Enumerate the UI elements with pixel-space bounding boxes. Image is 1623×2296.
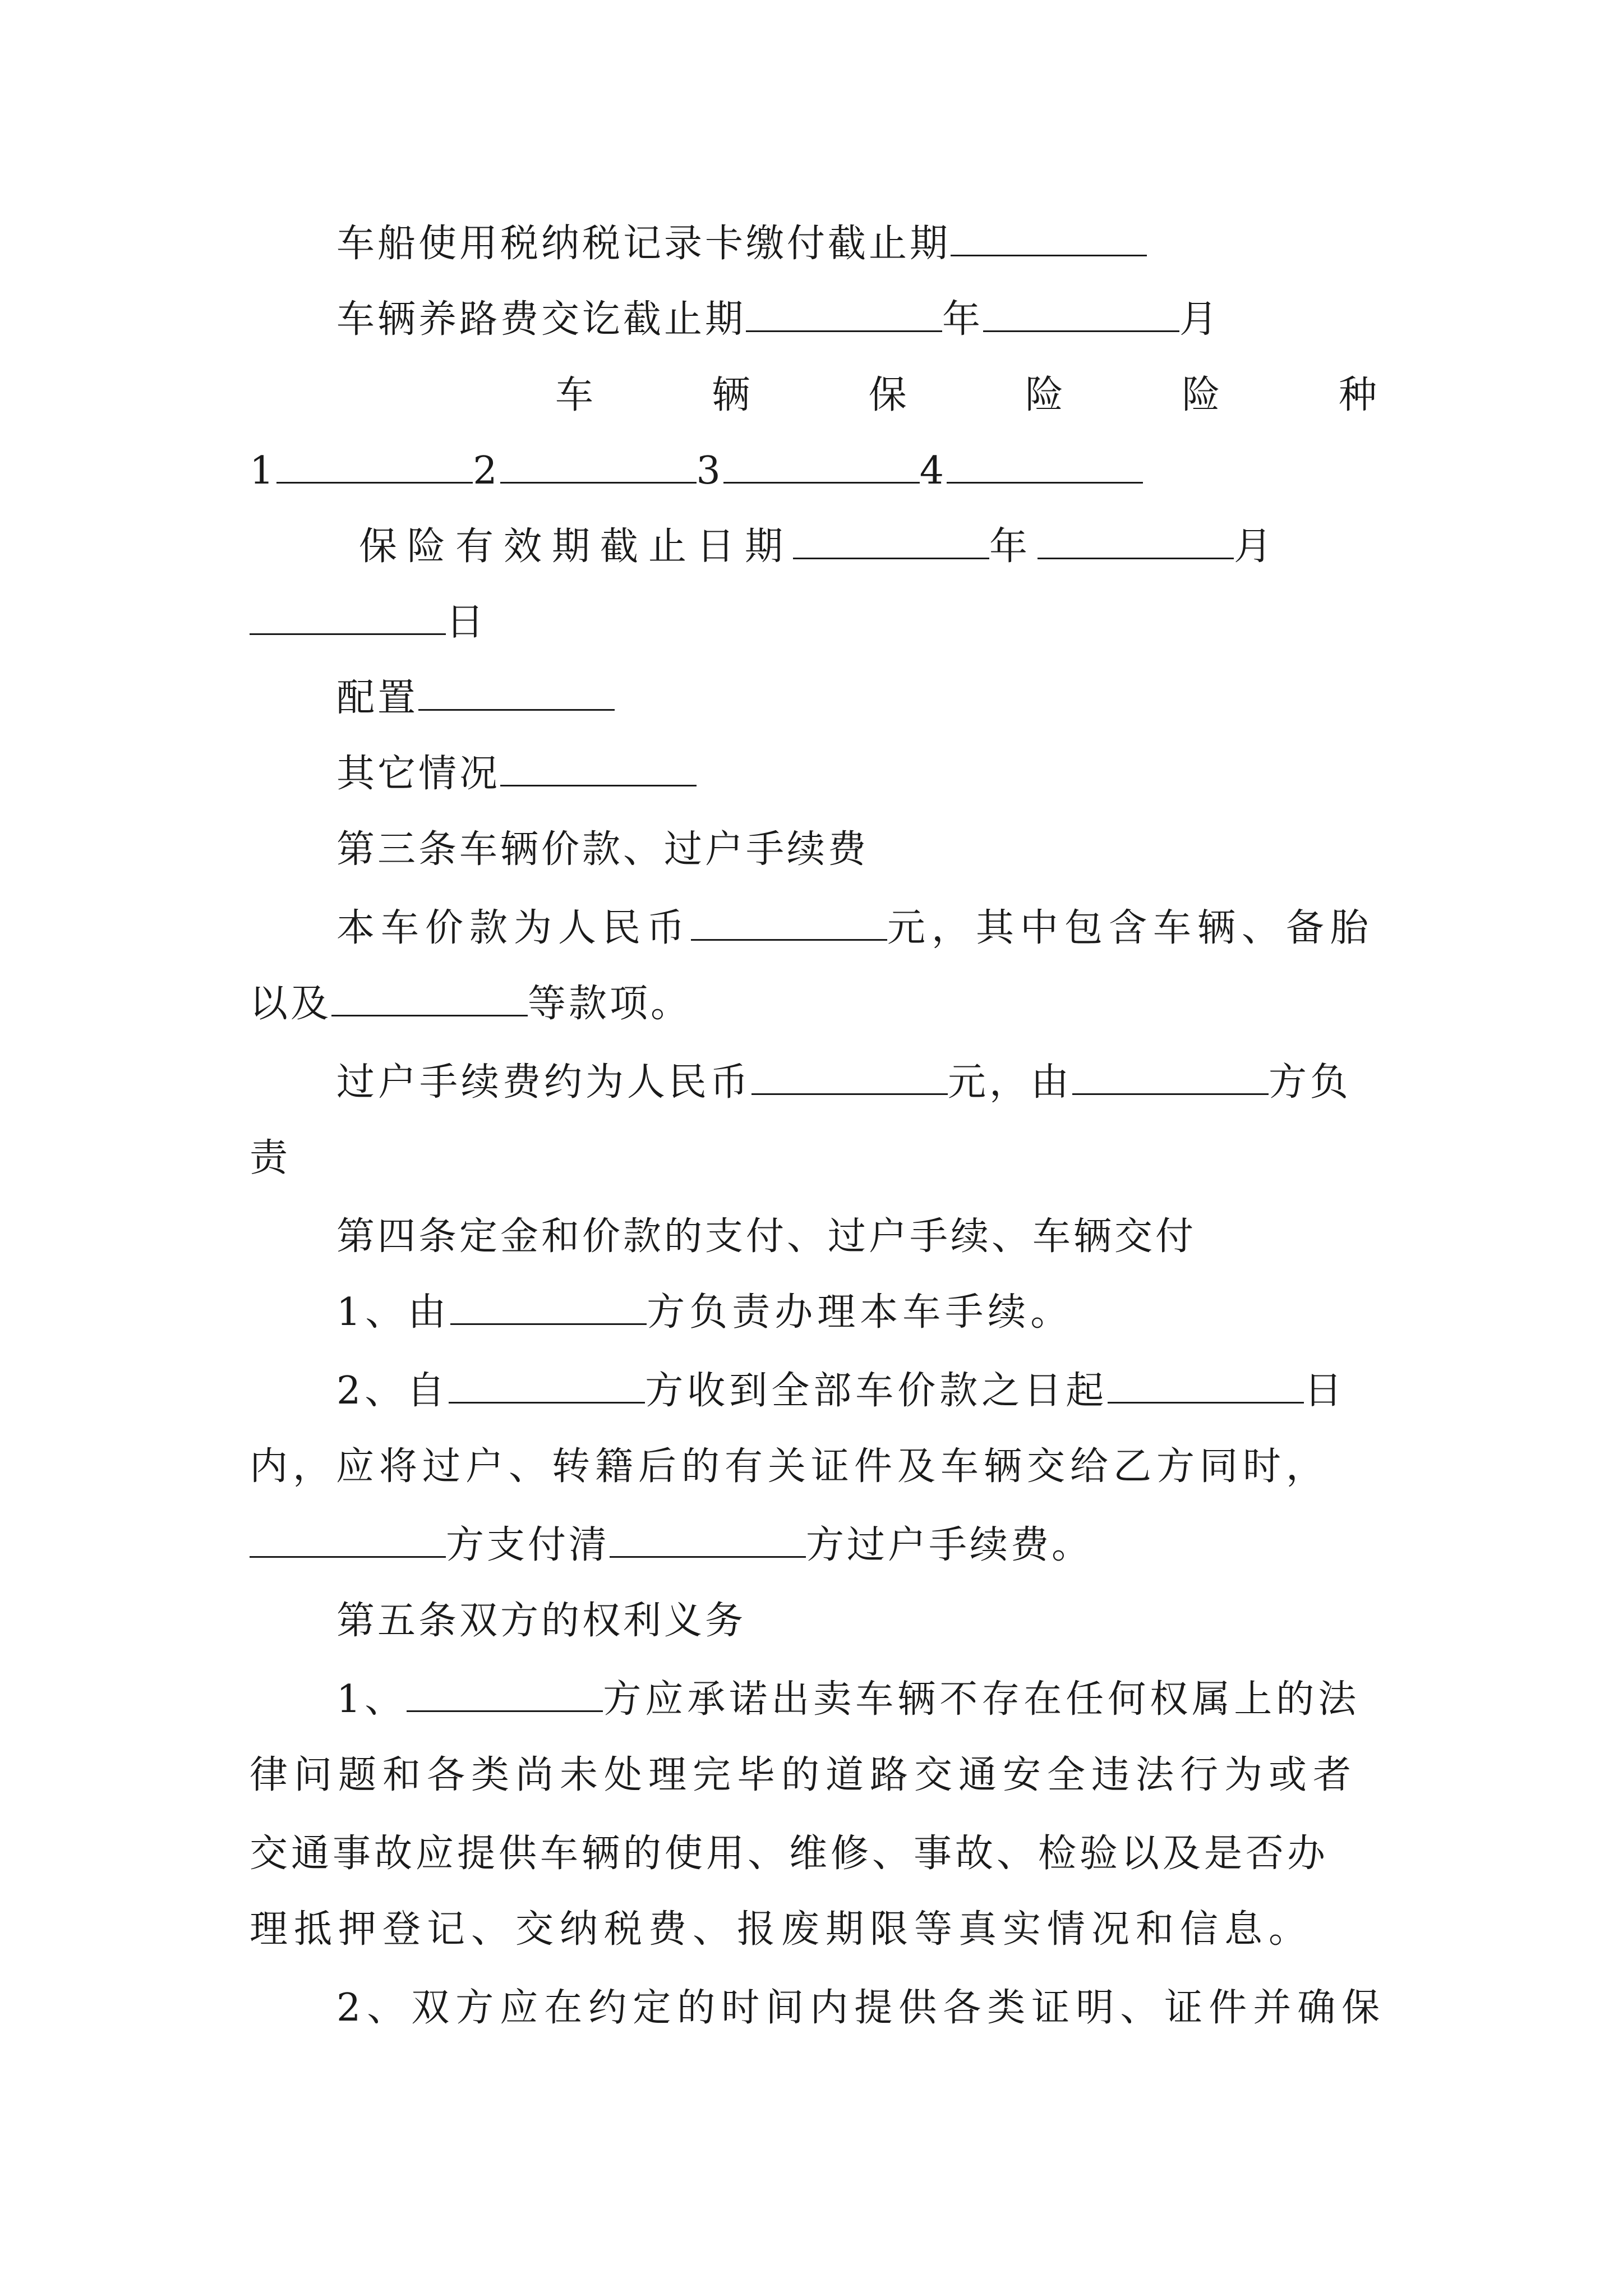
text: 车船使用税纳税记录卡缴付截止期 — [336, 222, 951, 266]
text: 日 — [1304, 1369, 1347, 1413]
line-tax-deadline — [336, 216, 1147, 272]
blank-field[interactable] — [331, 982, 528, 1016]
text: 种 — [1338, 373, 1380, 417]
blank-field[interactable] — [793, 525, 989, 559]
line-road-fee — [336, 292, 1220, 348]
line-configuration — [336, 670, 615, 726]
text: 配置 — [336, 676, 419, 720]
line-transfer-fee — [336, 1055, 1352, 1111]
blank-field[interactable] — [450, 1291, 647, 1325]
text: 理抵押登记、交纳税费、报废期限等真实情况和信息。 — [250, 1907, 1313, 1952]
text: 等款项。 — [528, 982, 692, 1026]
text: 1 — [250, 449, 277, 493]
text: 元，由 — [948, 1060, 1073, 1105]
blank-field[interactable] — [1038, 525, 1234, 559]
line-item-5-1-cont — [250, 1747, 1357, 1803]
blank-field[interactable] — [500, 449, 697, 484]
blank-field[interactable] — [751, 1061, 948, 1095]
text: 第三条车辆价款、过户手续费 — [336, 827, 869, 872]
blank-field[interactable] — [407, 1678, 603, 1712]
blank-field[interactable] — [947, 449, 1143, 484]
text: 其它情况 — [336, 752, 501, 796]
text: 险 — [1182, 373, 1223, 417]
blank-field[interactable] — [1108, 1369, 1304, 1404]
text: 年 — [942, 297, 984, 342]
text: 内，应将过户、转籍后的有关证件及车辆交给乙方同时， — [250, 1444, 1330, 1489]
text: 保 — [868, 373, 910, 417]
line-insurance-day — [250, 595, 487, 651]
blank-field[interactable] — [276, 449, 473, 484]
blank-field[interactable] — [449, 1369, 645, 1404]
text: 交通事故应提供车辆的使用、维修、事故、检验以及是否办 — [250, 1832, 1329, 1876]
text: 年 — [989, 524, 1038, 569]
blank-field[interactable] — [500, 752, 697, 786]
text: 2 — [473, 449, 500, 493]
line-item-4-2-cont2 — [250, 1517, 1092, 1573]
line-insurance-expiry — [359, 519, 1282, 575]
blank-field[interactable] — [951, 222, 1147, 256]
text: 方负 — [1269, 1060, 1352, 1105]
line-item-5-1 — [336, 1672, 1360, 1728]
text: 方过户手续费。 — [806, 1523, 1093, 1567]
text: 第五条双方的权利义务 — [336, 1599, 746, 1643]
line-item-4-2 — [336, 1363, 1346, 1419]
text: 4 — [919, 449, 947, 493]
text: 以及 — [250, 982, 332, 1026]
text: 2、自 — [336, 1369, 449, 1413]
line-item-5-1-cont2 — [250, 1826, 1329, 1882]
text: 第四条定金和价款的支付、过户手续、车辆交付 — [336, 1214, 1197, 1259]
text: 方应承诺出卖车辆不存在任何权属上的法 — [603, 1677, 1361, 1722]
text: 方负责办理本车手续。 — [647, 1290, 1073, 1335]
text: 日 — [446, 600, 487, 645]
line-item-4-1 — [336, 1285, 1073, 1341]
text: 月 — [1234, 524, 1283, 569]
line-insurance-type — [555, 367, 1380, 424]
heading-article-5 — [336, 1593, 746, 1649]
text: 方收到全部车价款之日起 — [645, 1369, 1108, 1413]
blank-field[interactable] — [746, 298, 942, 332]
text: 本车价款为人民币 — [336, 906, 691, 950]
line-other — [336, 746, 697, 802]
blank-field[interactable] — [691, 907, 887, 941]
line-item-5-2 — [336, 1980, 1386, 2036]
blank-field[interactable] — [1072, 1061, 1269, 1095]
line-price-items — [250, 976, 691, 1032]
text: 2、双方应在约定的时间内提供各类证明、证件并确保 — [336, 1986, 1386, 2030]
blank-field[interactable] — [418, 677, 615, 711]
text: 元，其中包含车辆、备胎 — [887, 906, 1375, 950]
blank-field[interactable] — [723, 449, 920, 484]
blank-field[interactable] — [983, 298, 1179, 332]
blank-field[interactable] — [250, 601, 446, 635]
line-insurance-numbers — [250, 443, 1143, 499]
text: 险 — [1025, 373, 1067, 417]
line-item-4-2-cont — [250, 1439, 1329, 1495]
blank-field[interactable] — [610, 1524, 806, 1558]
heading-article-3 — [336, 822, 869, 878]
text: 责 — [250, 1136, 291, 1180]
text: 过户手续费约为人民币 — [336, 1060, 752, 1105]
text: 车 — [555, 373, 597, 417]
text: 律问题和各类尚未处理完毕的道路交通安全违法行为或者 — [250, 1753, 1358, 1797]
text: 月 — [1179, 297, 1221, 342]
heading-article-4 — [336, 1209, 1196, 1265]
line-transfer-fee-cont — [250, 1130, 291, 1186]
text: 方支付清 — [446, 1523, 610, 1567]
blank-field[interactable] — [250, 1524, 446, 1558]
text: 保险有效期截止日期 — [359, 524, 794, 569]
text: 车辆养路费交讫截止期 — [336, 297, 746, 342]
text: 3 — [696, 449, 723, 493]
text: 辆 — [712, 373, 753, 417]
text: 1、由 — [336, 1290, 451, 1335]
line-price — [336, 900, 1375, 956]
text: 1、 — [336, 1677, 407, 1722]
line-item-5-1-cont3 — [250, 1902, 1313, 1958]
